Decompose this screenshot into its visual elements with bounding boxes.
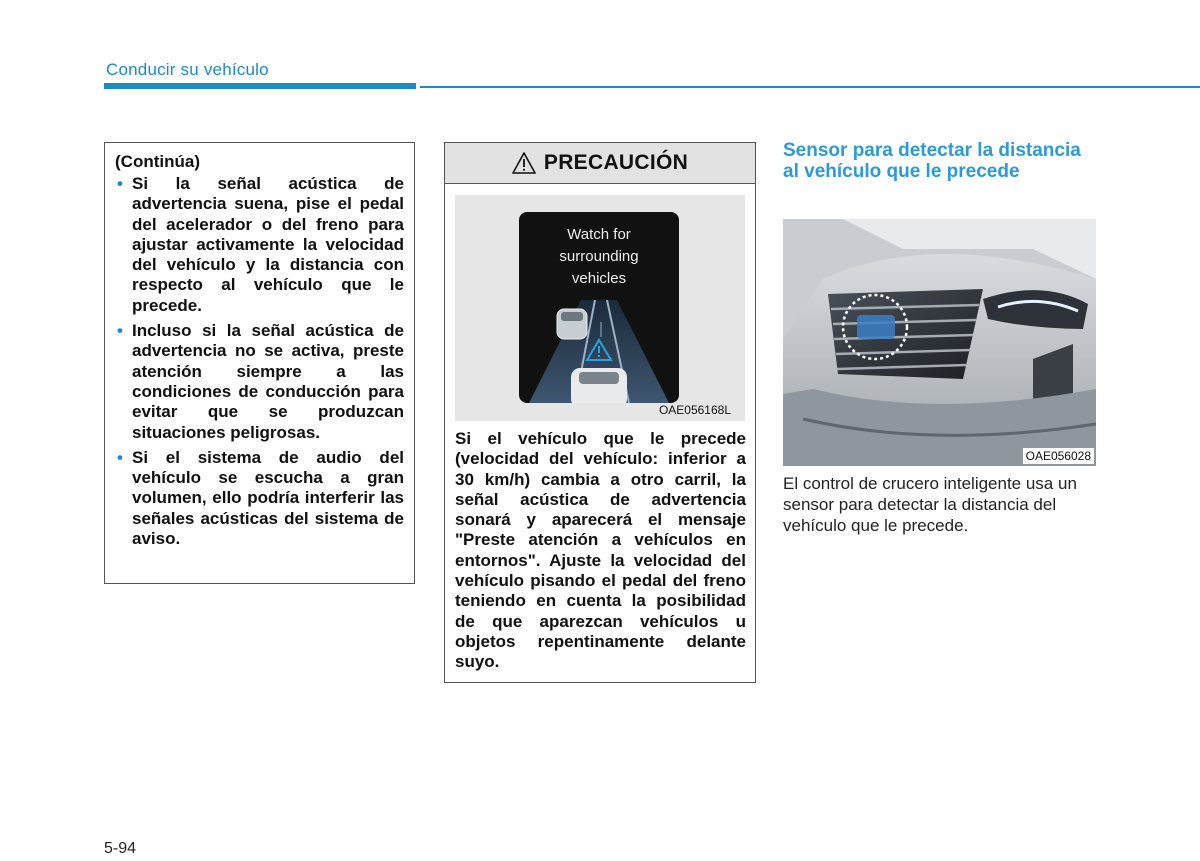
continued-label: (Continúa) <box>115 152 200 171</box>
car-front-illustration <box>783 219 1096 466</box>
section-body-text: El control de crucero inteligente usa un sensor para detectar la distancia del vehículo que le precede. <box>783 474 1077 535</box>
notice-bullet-list <box>115 174 404 549</box>
figure-code: OAE056168L <box>658 403 731 417</box>
section-title: Conducir su vehículo <box>106 60 269 79</box>
photo-code: OAE056028 <box>1023 448 1094 464</box>
cluster-figure <box>455 195 745 421</box>
instrument-cluster-display <box>519 212 679 403</box>
header-rule-thin <box>420 86 1200 88</box>
bullet-dot-icon: • <box>117 321 123 341</box>
caution-box <box>444 142 756 683</box>
header-rule-thick <box>104 83 416 89</box>
notice-bullet-text: Incluso si la señal acústica de advertencia no se activa, preste atención siempre a las condiciones de conducción para evitar que se produzcan situaciones peligrosas. <box>132 321 404 442</box>
cluster-message-line: surrounding <box>559 248 639 265</box>
caution-header <box>445 143 755 184</box>
section-heading: Sensor para detectar la distancia al vehículo que le precede <box>783 140 1081 182</box>
cluster-message-line: Watch for <box>567 226 631 243</box>
cluster-message <box>519 224 679 290</box>
page-number: 5-94 <box>104 840 137 857</box>
cluster-message-line: vehicles <box>571 270 627 287</box>
notice-bullet-text: Si el sistema de audio del vehículo se escucha a gran volumen, ello podría interferir las señales acústicas del sistema de aviso. <box>132 447 404 549</box>
caution-title: PRECAUCIÓN <box>543 151 689 174</box>
caution-body-text: Si el vehículo que le precede (velocidad del vehículo: inferior a 30 km/h) cambia a otro carril, la señal acústica de advertencia sonará y aparecerá el mensaje "Preste atención a vehículos en entornos". Ajuste la velocidad del vehículo pisando el pedal del freno teniendo en cuenta la posibilidad de que aparezcan vehículos u objetos repentinamente delante suyo. <box>455 429 746 672</box>
vehicle-front-photo <box>783 219 1096 466</box>
bullet-dot-icon: • <box>117 174 123 193</box>
notice-bullet-item <box>115 174 404 316</box>
notice-bullet-item <box>115 448 404 549</box>
warning-triangle-icon <box>512 152 536 174</box>
bullet-dot-icon: • <box>117 447 123 467</box>
continued-notice-box <box>104 142 415 584</box>
notice-bullet-item <box>115 321 404 443</box>
notice-bullet-text: Si la señal acústica de advertencia suena, pise el pedal del acelerador o del freno para ajustar activamente la velocidad del vehículo y la distancia con respecto al vehículo que le precede. <box>132 174 404 315</box>
